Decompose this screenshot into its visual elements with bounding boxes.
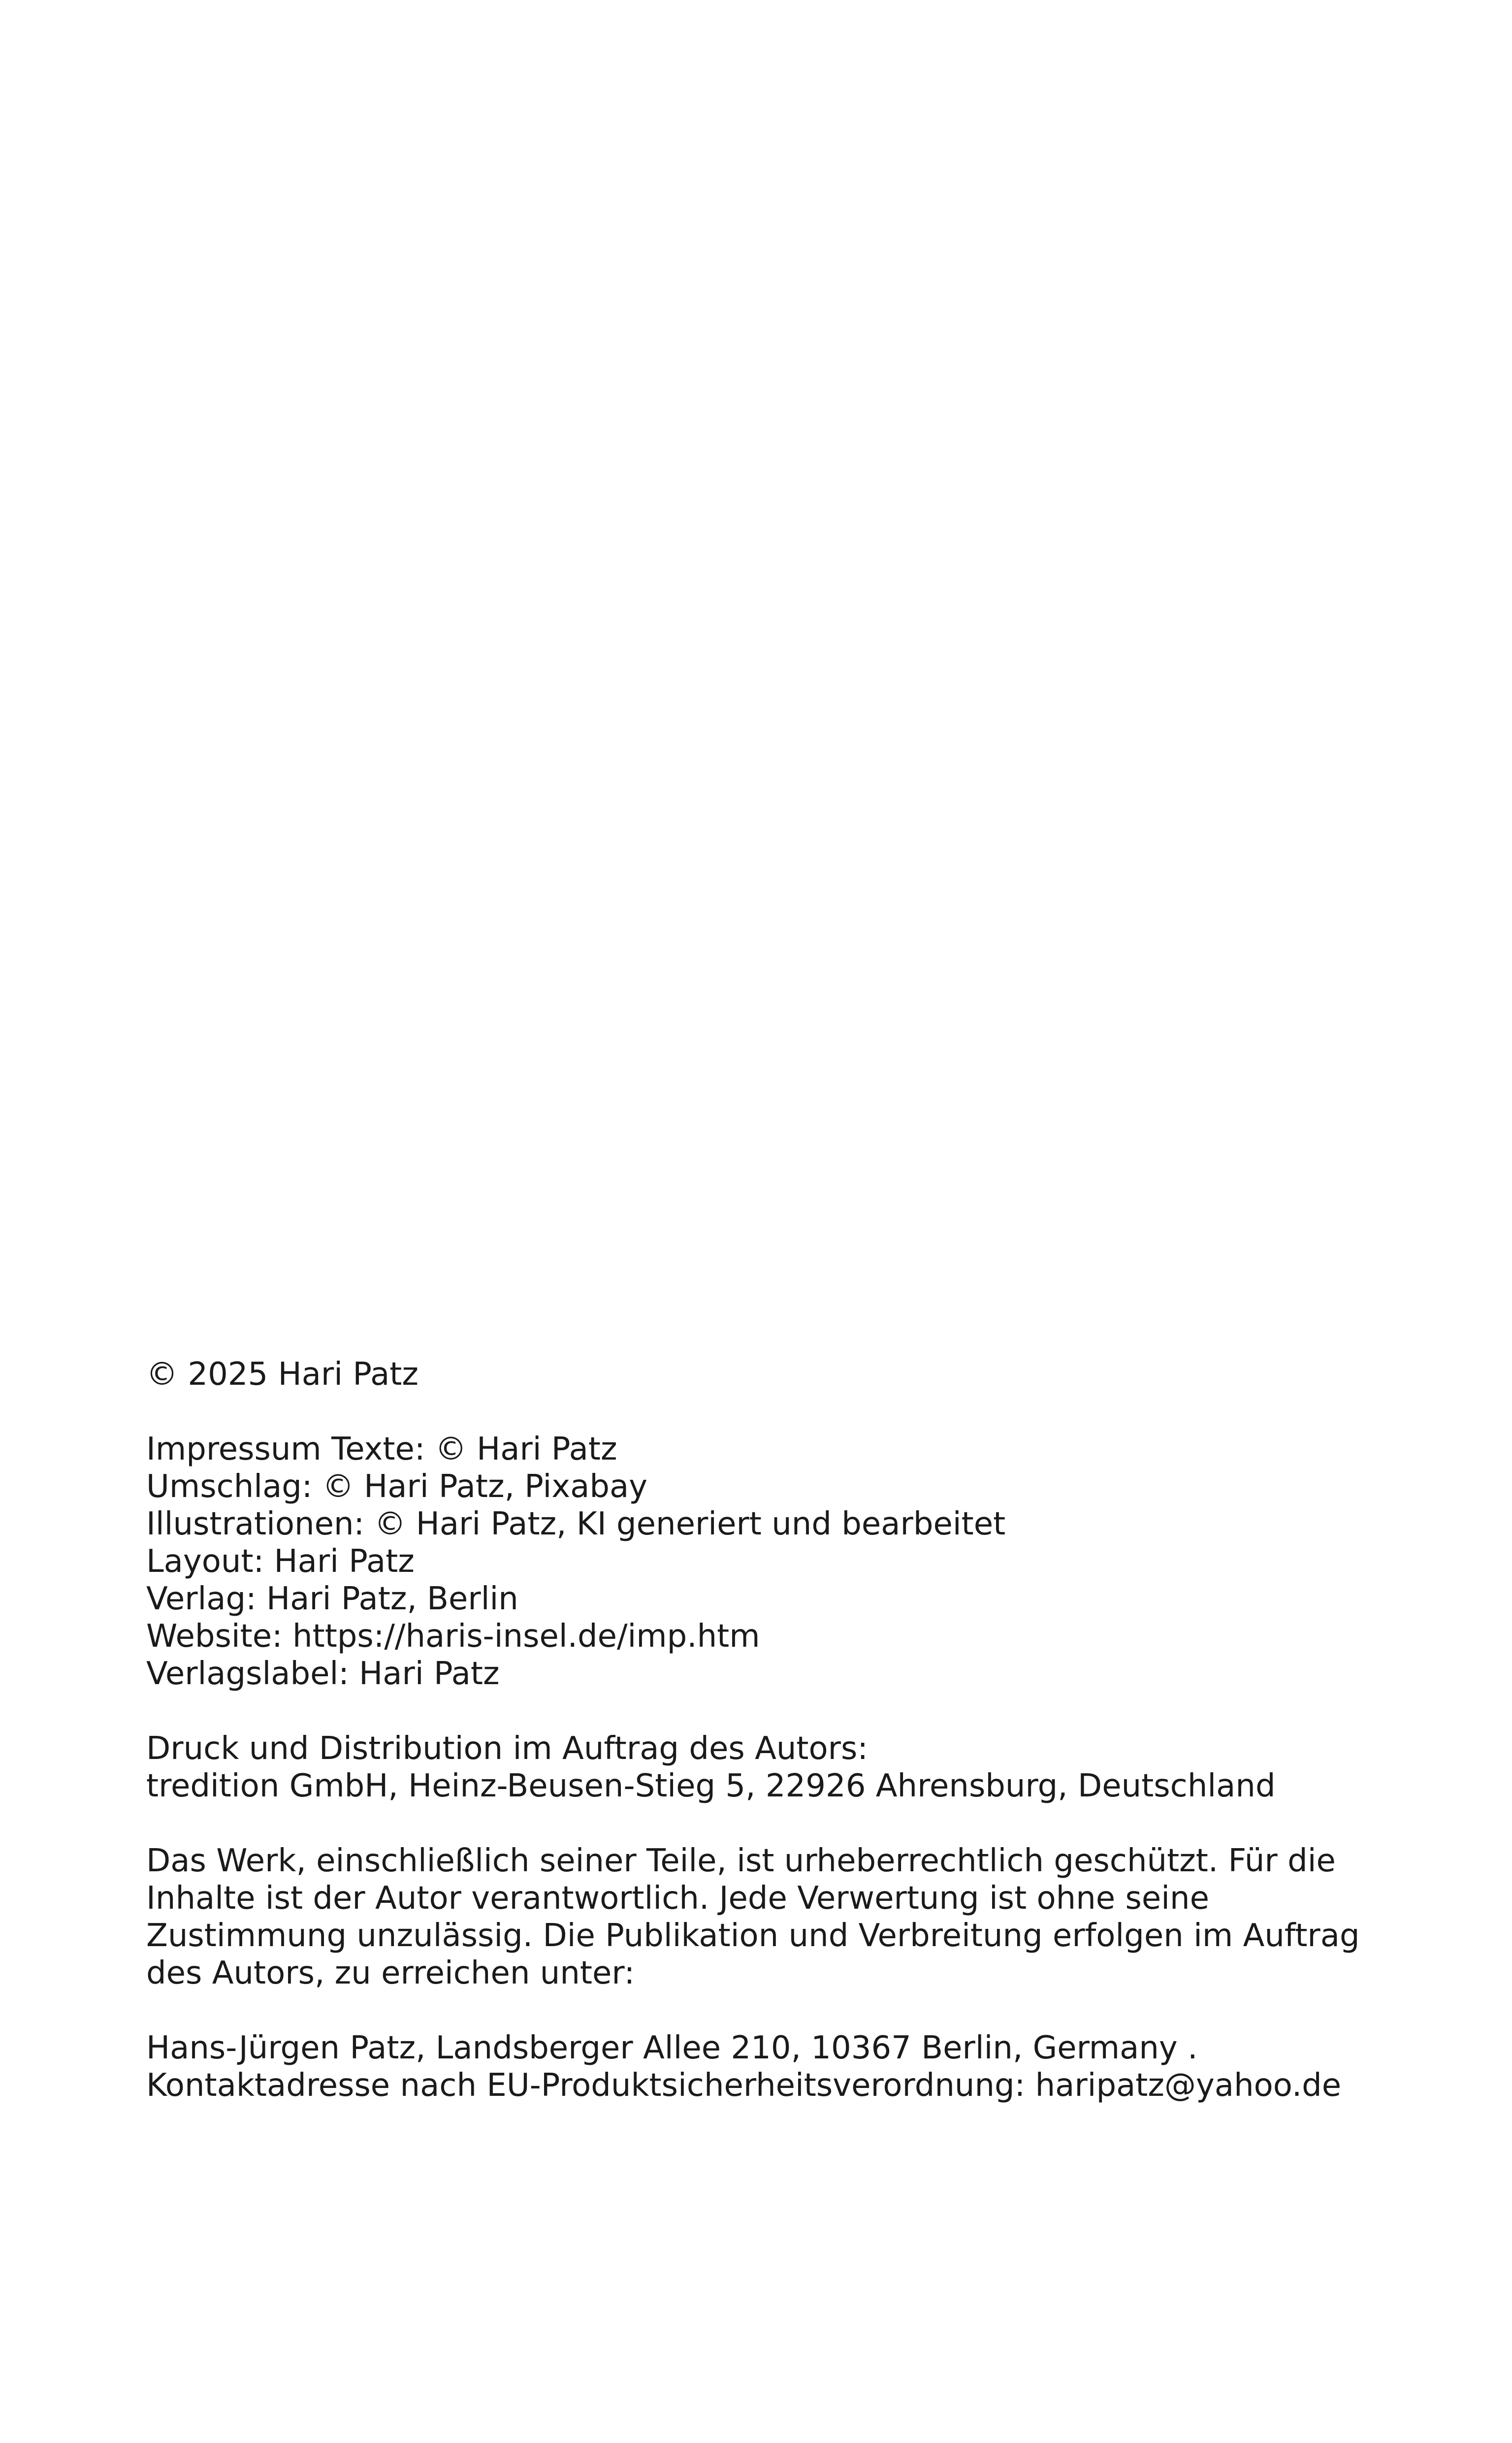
spacer (146, 1805, 1426, 1842)
legal-line: des Autors, zu erreichen unter: (146, 1955, 635, 1991)
legal-line: Das Werk, einschließlich seiner Teile, ist urheberrechtlich geschützt. Für die (146, 1843, 1336, 1879)
spacer (146, 1693, 1426, 1730)
contact-email-line: Kontaktadresse nach EU-Produktsicherheitsverordnung: haripatz@yahoo.de (146, 2067, 1342, 2104)
impressum-verlagslabel: Verlagslabel: Hari Patz (146, 1656, 500, 1692)
legal-line: Inhalte ist der Autor verantwortlich. Jede Verwertung ist ohne seine (146, 1880, 1209, 1917)
distribution-heading: Druck und Distribution im Auftrag des Autors: (146, 1730, 868, 1767)
legal-section (146, 1842, 1426, 1992)
impressum-website: Website: https://haris-insel.de/imp.htm (146, 1618, 760, 1655)
spacer (146, 1992, 1426, 2029)
impressum-texte: Impressum Texte: © Hari Patz (146, 1431, 617, 1467)
legal-line: Zustimmung unzulässig. Die Publikation und Verbreitung erfolgen im Auftrag (146, 1918, 1360, 1954)
impressum-section (146, 1431, 1426, 1693)
impressum-layout: Layout: Hari Patz (146, 1543, 415, 1580)
spacer (146, 1393, 1426, 1431)
impressum-verlag: Verlag: Hari Patz, Berlin (146, 1581, 518, 1617)
impressum-umschlag: Umschlag: © Hari Patz, Pixabay (146, 1468, 648, 1505)
contact-section (146, 2029, 1426, 2104)
distribution-address: tredition GmbH, Heinz-Beusen-Stieg 5, 22926 Ahrensburg, Deutschland (146, 1768, 1276, 1804)
distribution-section (146, 1730, 1426, 1805)
copyright-line: © 2025 Hari Patz (146, 1356, 418, 1393)
impressum-illustrationen: Illustrationen: © Hari Patz, KI generiert und bearbeitet (146, 1506, 1006, 1542)
imprint-block (146, 1356, 1426, 2104)
contact-address: Hans-Jürgen Patz, Landsberger Allee 210, 10367 Berlin, Germany . (146, 2030, 1198, 2066)
